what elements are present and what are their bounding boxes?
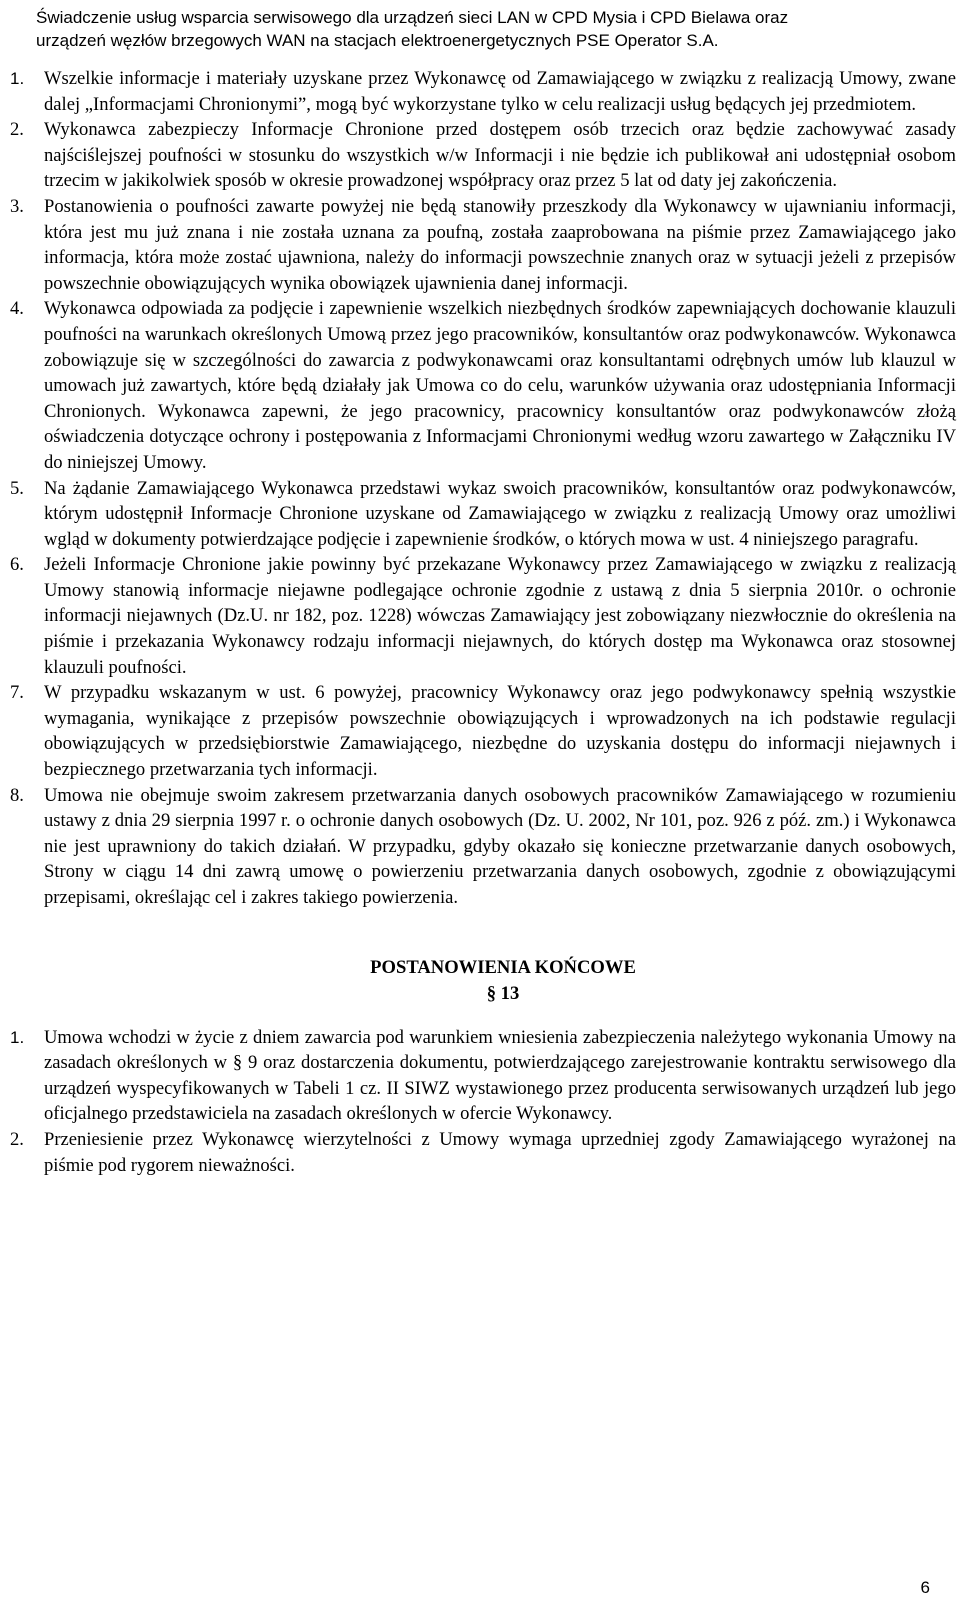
clause-text: Postanowienia o poufności zawarte powyżej nie będą stanowiły przeszkody dla Wykonawcy w ujawnianiu informacji, która jest mu już znana i nie została uznana za poufną, została zaaprobowana na piśmie przez Zamawiającego jako informacja, która może zostać ujawniona, należy do informacji powszechnie znanych oraz w sytuacji jeżeli z przepisów powszechnie obowiązujących wynika obowiązek ujawnienia danej informacji. <box>44 195 956 294</box>
header-line-2: urządzeń węzłów brzegowych WAN na stacjach elektroenergetycznych PSE Operator S.A. <box>36 31 719 50</box>
clause-text: Na żądanie Zamawiającego Wykonawca przedstawi wykaz swoich pracowników, konsultantów oraz podwykonawców, którym udostępnił Informacje Chronione uzyskane od Zamawiającego w związku z realizacją Umowy oraz umożliwi wgląd w dokumenty potwierdzające podjęcie i zapewnienie środków, o których mowa w ust. 4 niniejszego paragrafu. <box>44 477 956 550</box>
page-number: 6 <box>920 1578 930 1597</box>
clause-number: 6. <box>10 554 24 576</box>
clause-number: 3. <box>10 195 24 217</box>
clause-text: Umowa nie obejmuje swoim zakresem przetwarzania danych osobowych pracowników Zamawiającego w rozumieniu ustawy z dnia 29 sierpnia 1997 r. o ochronie danych osobowych (Dz. U. 2002, Nr 101, poz. 926 z póź. zm.) i Wykonawca nie jest uprawniony do takich działań. W przypadku, gdyby okazało się konieczne przetwarzanie danych osobowych, Strony w ciągu 14 dni zawrą umowę o powierzeniu przetwarzania danych osobowych, zgodnie z obowiązującymi przepisami, określając cel i zakres takiego powierzenia. <box>44 784 956 908</box>
clause-text: Wszelkie informacje i materiały uzyskane przez Wykonawcę od Zamawiającego w związku z realizacją Umowy, zwane dalej „Informacjami Chronionymi”, mogą być wykorzystane tylko w celu realizacji usług będących jej przedmiotem. <box>44 68 956 115</box>
clause-number: 8. <box>10 784 24 806</box>
provision-number: 2. <box>10 1128 24 1150</box>
section-title: POSTANOWIENIA KOŃCOWE <box>370 956 636 978</box>
clause-text: Jeżeli Informacje Chronione jakie powinny być przekazane Wykonawcy przez Zamawiającego w związku z realizacją Umowy stanowią informacje niejawne podlegające ochronie zgodnie z ustawą z dnia 5 sierpnia 2010r. o ochronie informacji niejawnych (Dz.U. nr 182, poz. 1228) wówczas Zamawiający jest zobowiązany niezwłocznie do określenia na piśmie i przekazania Wykonawcy rodzaju informacji niejawnych, do których dostęp ma Wykonawca oraz stosownej klauzuli poufności. <box>44 554 956 678</box>
provision-text: Umowa wchodzi w życie z dniem zawarcia pod warunkiem wniesienia zabezpieczenia należytego wykonania Umowy na zasadach określonych w § 9 oraz dostarczenia dokumentu, potwierdzającego zarejestrowanie kontraktu serwisowego dla urządzeń wyspecyfikowanych w Tabeli 1 cz. II SIWZ wystawionego przez producenta serwisowanych urządzeń lub jego oficjalnego przedstawiciela na zasadach określonych w ofercie Wykonawcy. <box>44 1026 956 1125</box>
clause-item <box>10 476 956 553</box>
provision-item <box>10 1025 956 1127</box>
clause-item <box>10 194 956 296</box>
clause-number: 4. <box>10 298 24 320</box>
clause-item <box>10 680 956 782</box>
provision-number: 1. <box>10 1027 25 1047</box>
clause-text: Wykonawca odpowiada za podjęcie i zapewnienie wszelkich niezbędnych środków zapewniających dochowanie klauzuli poufności na warunkach określonych Umową przez jego pracowników, konsultantów oraz podwykonawców. Wykonawca zobowiązuje się w szczególności do zawarcia z podwykonawcami oraz konsultantami odrębnych umów lub klauzul w umowach już zawartych, które będą działały jak Umowa co do celu, warunków używania oraz udostępniania Informacji Chronionych. Wykonawca zapewni, że jego pracownicy, pracownicy konsultantów oraz podwykonawców złożą oświadczenia dotyczące ochrony i postępowania z Informacjami Chronionymi według wzoru zawartego w Załączniku IV do niniejszej Umowy. <box>44 298 956 473</box>
clause-text: Wykonawca zabezpieczy Informacje Chronione przed dostępem osób trzecich oraz będzie zachowywać zasady najściślejszej poufności w stosunku do wszystkich w/w Informacji i nie będzie ich publikował ani udostępniał osobom trzecim w jakikolwiek sposób w okresie prowadzonej współpracy oraz przez 5 lat od daty jej zakończenia. <box>44 119 956 192</box>
confidentiality-clauses <box>10 66 956 911</box>
clause-item <box>10 66 956 117</box>
clause-item <box>10 552 956 680</box>
clause-item <box>10 296 956 475</box>
clause-number: 7. <box>10 682 24 704</box>
clause-item <box>10 117 956 194</box>
clause-item <box>10 783 956 911</box>
provision-item <box>10 1127 956 1178</box>
section-number: § 13 <box>486 982 520 1004</box>
document-body <box>10 66 956 1178</box>
clause-text: W przypadku wskazanym w ust. 6 powyżej, pracownicy Wykonawcy oraz jego podwykonawcy spełnią wszystkie wymagania, wynikające z przepisów powszechnie obowiązujących i wprowadzonych na ich podstawie regulacji obowiązujących w przedsiębiorstwie Zamawiającego, niezbędne do uzyskania dostępu do informacji niejawnych i bezpiecznego przetwarzania tych informacji. <box>44 682 956 781</box>
section-heading <box>10 955 956 1007</box>
clause-number: 5. <box>10 477 24 499</box>
provision-text: Przeniesienie przez Wykonawcę wierzytelności z Umowy wymaga uprzedniej zgody Zamawiającego wyrażonej na piśmie pod rygorem nieważności. <box>44 1128 956 1176</box>
page-header <box>36 6 936 52</box>
clause-number: 2. <box>10 119 24 141</box>
header-line-1: Świadczenie usług wsparcia serwisowego dla urządzeń sieci LAN w CPD Mysia i CPD Bielawa oraz <box>36 8 789 27</box>
clause-number: 1. <box>10 69 25 88</box>
final-provisions <box>10 1025 956 1179</box>
